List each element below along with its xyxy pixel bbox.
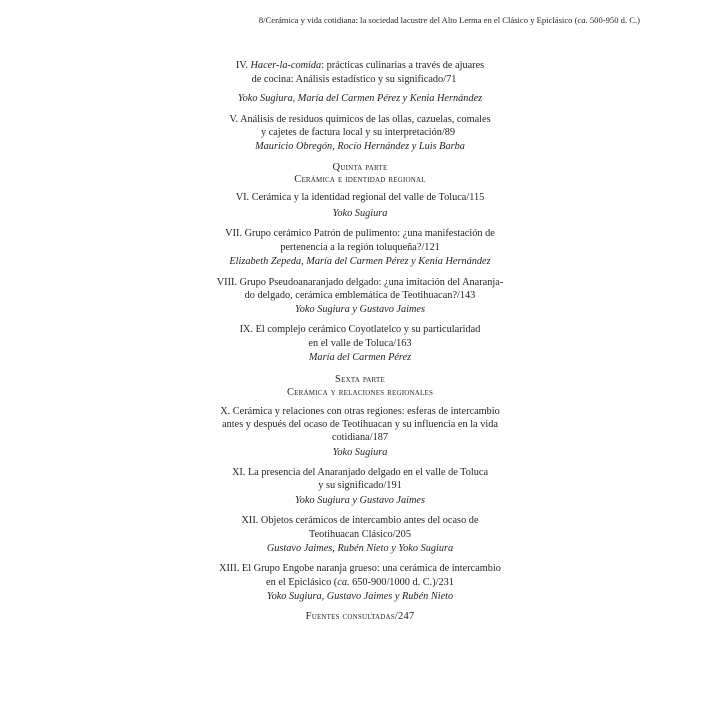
toc-entry-iv-line2: de cocina: Análisis estadístico y su significado/71: [251, 74, 457, 85]
toc-entry-iv-author: Yoko Sugiura, María del Carmen Pérez y Kenia Hernández: [237, 93, 483, 104]
part-label-sexta: Sexta parte: [335, 374, 385, 385]
toc-entry-viii-author: Yoko Sugiura y Gustavo Jaimes: [294, 304, 426, 315]
toc-entry-v-line1: V. Análisis de residuos químicos de las ollas, cazuelas, comales: [229, 114, 491, 125]
running-head: 8/Cerámica y vida cotidiana: la sociedad lacustre del Alto Lerma en el Clásico y Epiclásico (ca. 500-950 d. C.): [258, 15, 640, 25]
part-label-quinta: Quinta parte: [332, 162, 388, 173]
toc-entry-vii-line1: VII. Grupo cerámico Patrón de pulimento: ¿una manifestación de: [225, 228, 495, 239]
toc-entry-xi-line1: XI. La presencia del Anaranjado delgado en el valle de Toluca: [231, 467, 489, 478]
toc-entry-ix-line1: IX. El complejo cerámico Coyotlatelco y su particularidad: [239, 324, 481, 335]
toc-entry-x-line2: antes y después del ocaso de Teotihuacan y su influencia en la vida: [222, 419, 498, 430]
toc-entry-xii-line2: Teotihuacan Clásico/205: [309, 529, 411, 540]
toc-entry-vii-line2: pertenencia a la región toluqueña?/121: [280, 242, 440, 253]
toc-entry-xiii-line1: XIII. El Grupo Engobe naranja grueso: una cerámica de intercambio: [219, 563, 501, 574]
toc-entry-viii-line2: do delgado, cerámica emblemática de Teotihuacan?/143: [244, 290, 476, 301]
toc-entry-ix-line2: en el valle de Toluca/163: [308, 338, 412, 349]
toc-entry-vi-author: Yoko Sugiura: [332, 208, 388, 219]
toc-entry-xii-line1: XII. Objetos cerámicos de intercambio antes del ocaso de: [241, 515, 479, 526]
toc-entry-v-author: Mauricio Obregón, Rocío Hernández y Luis Barba: [255, 141, 465, 152]
toc-entry-xi-author: Yoko Sugiura y Gustavo Jaimes: [294, 495, 426, 506]
toc-entry-x-author: Yoko Sugiura: [332, 447, 388, 458]
toc-entry-xiii-line2: en el Epiclásico (ca. 650-900/1000 d. C.)/231: [266, 577, 454, 588]
part-title-sexta: Cerámica y relaciones regionales: [286, 387, 434, 398]
toc-entry-xiii-author: Yoko Sugiura, Gustavo Jaimes y Rubén Nieto: [266, 591, 454, 602]
toc-entry-vii-author: Elizabeth Zepeda, María del Carmen Pérez y Kenia Hernández: [229, 256, 491, 267]
toc-entry-ix-author: María del Carmen Pérez: [308, 352, 412, 363]
toc-entry-xii-author: Gustavo Jaimes, Rubén Nieto y Yoko Sugiura: [266, 543, 454, 554]
toc-entry-iv-line1: IV. Hacer-la-comida: prácticas culinarias a través de ajuares: [235, 60, 485, 71]
toc-entry-x-line1: X. Cerámica y relaciones con otras regiones: esferas de intercambio: [220, 406, 500, 417]
toc-entry-x-line3: cotidiana/187: [331, 432, 389, 443]
toc-entry-xi-line2: y su significado/191: [318, 480, 402, 491]
toc-entry-viii-line1: VIII. Grupo Pseudoanaranjado delgado: ¿una imitación del Anaranja-: [216, 277, 504, 288]
toc-entry-v-line2: y cajetes de factura local y su interpretación/89: [260, 127, 456, 138]
toc-entry-vi-line1: VI. Cerámica y la identidad regional del valle de Toluca/115: [235, 192, 485, 203]
part-title-quinta: Cerámica e identidad regional: [294, 174, 426, 185]
sources-entry: Fuentes consultadas/247: [305, 611, 415, 622]
